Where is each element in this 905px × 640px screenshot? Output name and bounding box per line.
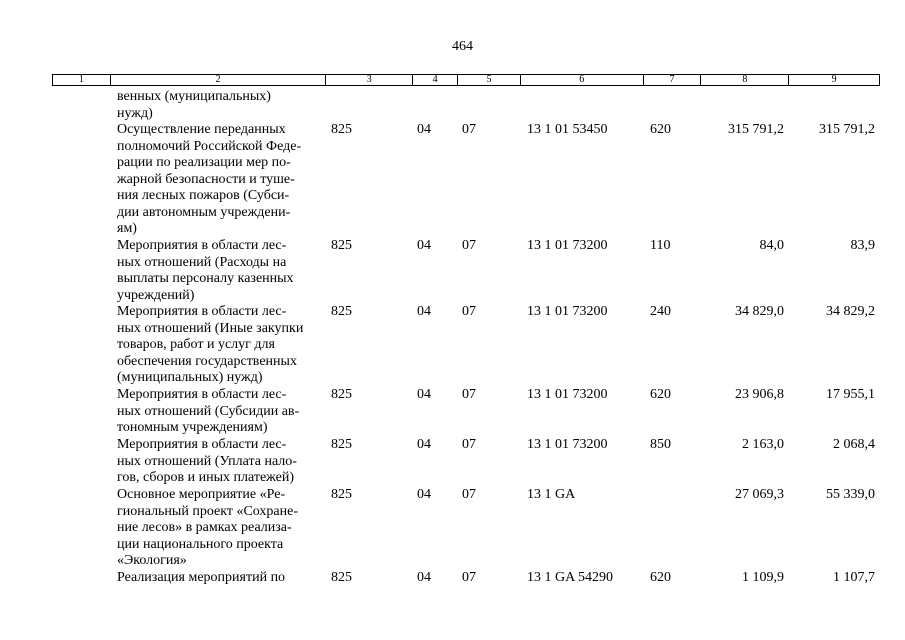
- row-section-code: 04: [417, 304, 431, 319]
- row-amount-2: 1 107,7: [833, 570, 875, 585]
- header-cell-1: 1: [53, 75, 111, 85]
- row-target-code: 13 1 01 73200: [527, 238, 608, 253]
- page-number: 464: [452, 39, 473, 54]
- table-row: [0, 89, 905, 122]
- row-subsection-code: 07: [462, 487, 476, 502]
- table-row: [0, 122, 905, 238]
- row-expense-type: 110: [650, 238, 671, 253]
- row-amount-2: 34 829,2: [826, 304, 875, 319]
- row-subsection-code: 07: [462, 437, 476, 452]
- row-subsection-code: 07: [462, 570, 476, 585]
- row-amount-1: 1 109,9: [742, 570, 784, 585]
- row-expense-type: 850: [650, 437, 671, 452]
- header-cell-5: 5: [458, 75, 521, 85]
- table-row: [0, 238, 905, 304]
- row-ministry-code: 825: [331, 304, 352, 319]
- row-amount-2: 55 339,0: [826, 487, 875, 502]
- row-target-code: 13 1 01 73200: [527, 437, 608, 452]
- header-cell-2: 2: [111, 75, 326, 85]
- row-description: Мероприятия в области лес- ных отношений (Субсидии ав- тономным учреждениям): [117, 387, 300, 435]
- row-section-code: 04: [417, 122, 431, 137]
- row-amount-2: 17 955,1: [826, 387, 875, 402]
- row-amount-2: 2 068,4: [833, 437, 875, 452]
- row-ministry-code: 825: [331, 122, 352, 137]
- row-ministry-code: 825: [331, 437, 352, 452]
- row-subsection-code: 07: [462, 122, 476, 137]
- row-section-code: 04: [417, 437, 431, 452]
- row-expense-type: 620: [650, 387, 671, 402]
- row-target-code: 13 1 GA 54290: [527, 570, 613, 585]
- row-section-code: 04: [417, 238, 431, 253]
- table-header: [52, 74, 880, 86]
- row-amount-1: 315 791,2: [728, 122, 784, 137]
- header-cell-6: 6: [521, 75, 644, 85]
- row-target-code: 13 1 GA: [527, 487, 576, 502]
- table-row: [0, 304, 905, 387]
- row-subsection-code: 07: [462, 238, 476, 253]
- row-description: Осуществление переданных полномочий Российской Феде- рации по реализации мер по- жарной безопасности и туше- ния лесных пожаров (Субси- дии автономным учреждени- ям): [117, 122, 302, 236]
- header-cell-4: 4: [413, 75, 458, 85]
- row-section-code: 04: [417, 387, 431, 402]
- row-description: Реализация мероприятий по: [117, 570, 286, 585]
- table-row: [0, 387, 905, 437]
- row-amount-1: 23 906,8: [735, 387, 784, 402]
- row-subsection-code: 07: [462, 387, 476, 402]
- row-target-code: 13 1 01 73200: [527, 304, 608, 319]
- row-description: Основное мероприятие «Ре- гиональный проект «Сохране- ние лесов» в рамках реализа- ции национального проекта «Экология»: [117, 487, 299, 568]
- row-description: Мероприятия в области лес- ных отношений (Иные закупки товаров, работ и услуг для обеспечения государственных (муниципальных) нужд): [117, 304, 304, 385]
- row-section-code: 04: [417, 487, 431, 502]
- row-ministry-code: 825: [331, 387, 352, 402]
- row-amount-1: 34 829,0: [735, 304, 784, 319]
- table-row: [0, 437, 905, 487]
- header-cell-7: 7: [644, 75, 702, 85]
- table-body: [0, 89, 905, 590]
- row-amount-2: 315 791,2: [819, 122, 875, 137]
- row-description: венных (муниципальных) нужд): [117, 89, 271, 121]
- table-row: [0, 487, 905, 570]
- header-cell-3: 3: [326, 75, 413, 85]
- row-ministry-code: 825: [331, 570, 352, 585]
- table-row: [0, 570, 905, 590]
- header-cell-9: 9: [831, 74, 837, 85]
- row-description: Мероприятия в области лес- ных отношений (Расходы на выплаты персоналу казенных учреждений): [117, 238, 294, 303]
- row-amount-2: 83,9: [850, 238, 875, 253]
- row-expense-type: 620: [650, 570, 671, 585]
- row-amount-1: 27 069,3: [735, 487, 784, 502]
- row-ministry-code: 825: [331, 238, 352, 253]
- row-amount-1: 2 163,0: [742, 437, 784, 452]
- header-cell-8: 8: [701, 75, 789, 85]
- row-expense-type: 240: [650, 304, 671, 319]
- row-section-code: 04: [417, 570, 431, 585]
- row-amount-1: 84,0: [759, 238, 784, 253]
- row-subsection-code: 07: [462, 304, 476, 319]
- row-expense-type: 620: [650, 122, 671, 137]
- row-target-code: 13 1 01 73200: [527, 387, 608, 402]
- row-target-code: 13 1 01 53450: [527, 122, 608, 137]
- row-description: Мероприятия в области лес- ных отношений (Уплата нало- гов, сборов и иных платежей): [117, 437, 297, 485]
- row-ministry-code: 825: [331, 487, 352, 502]
